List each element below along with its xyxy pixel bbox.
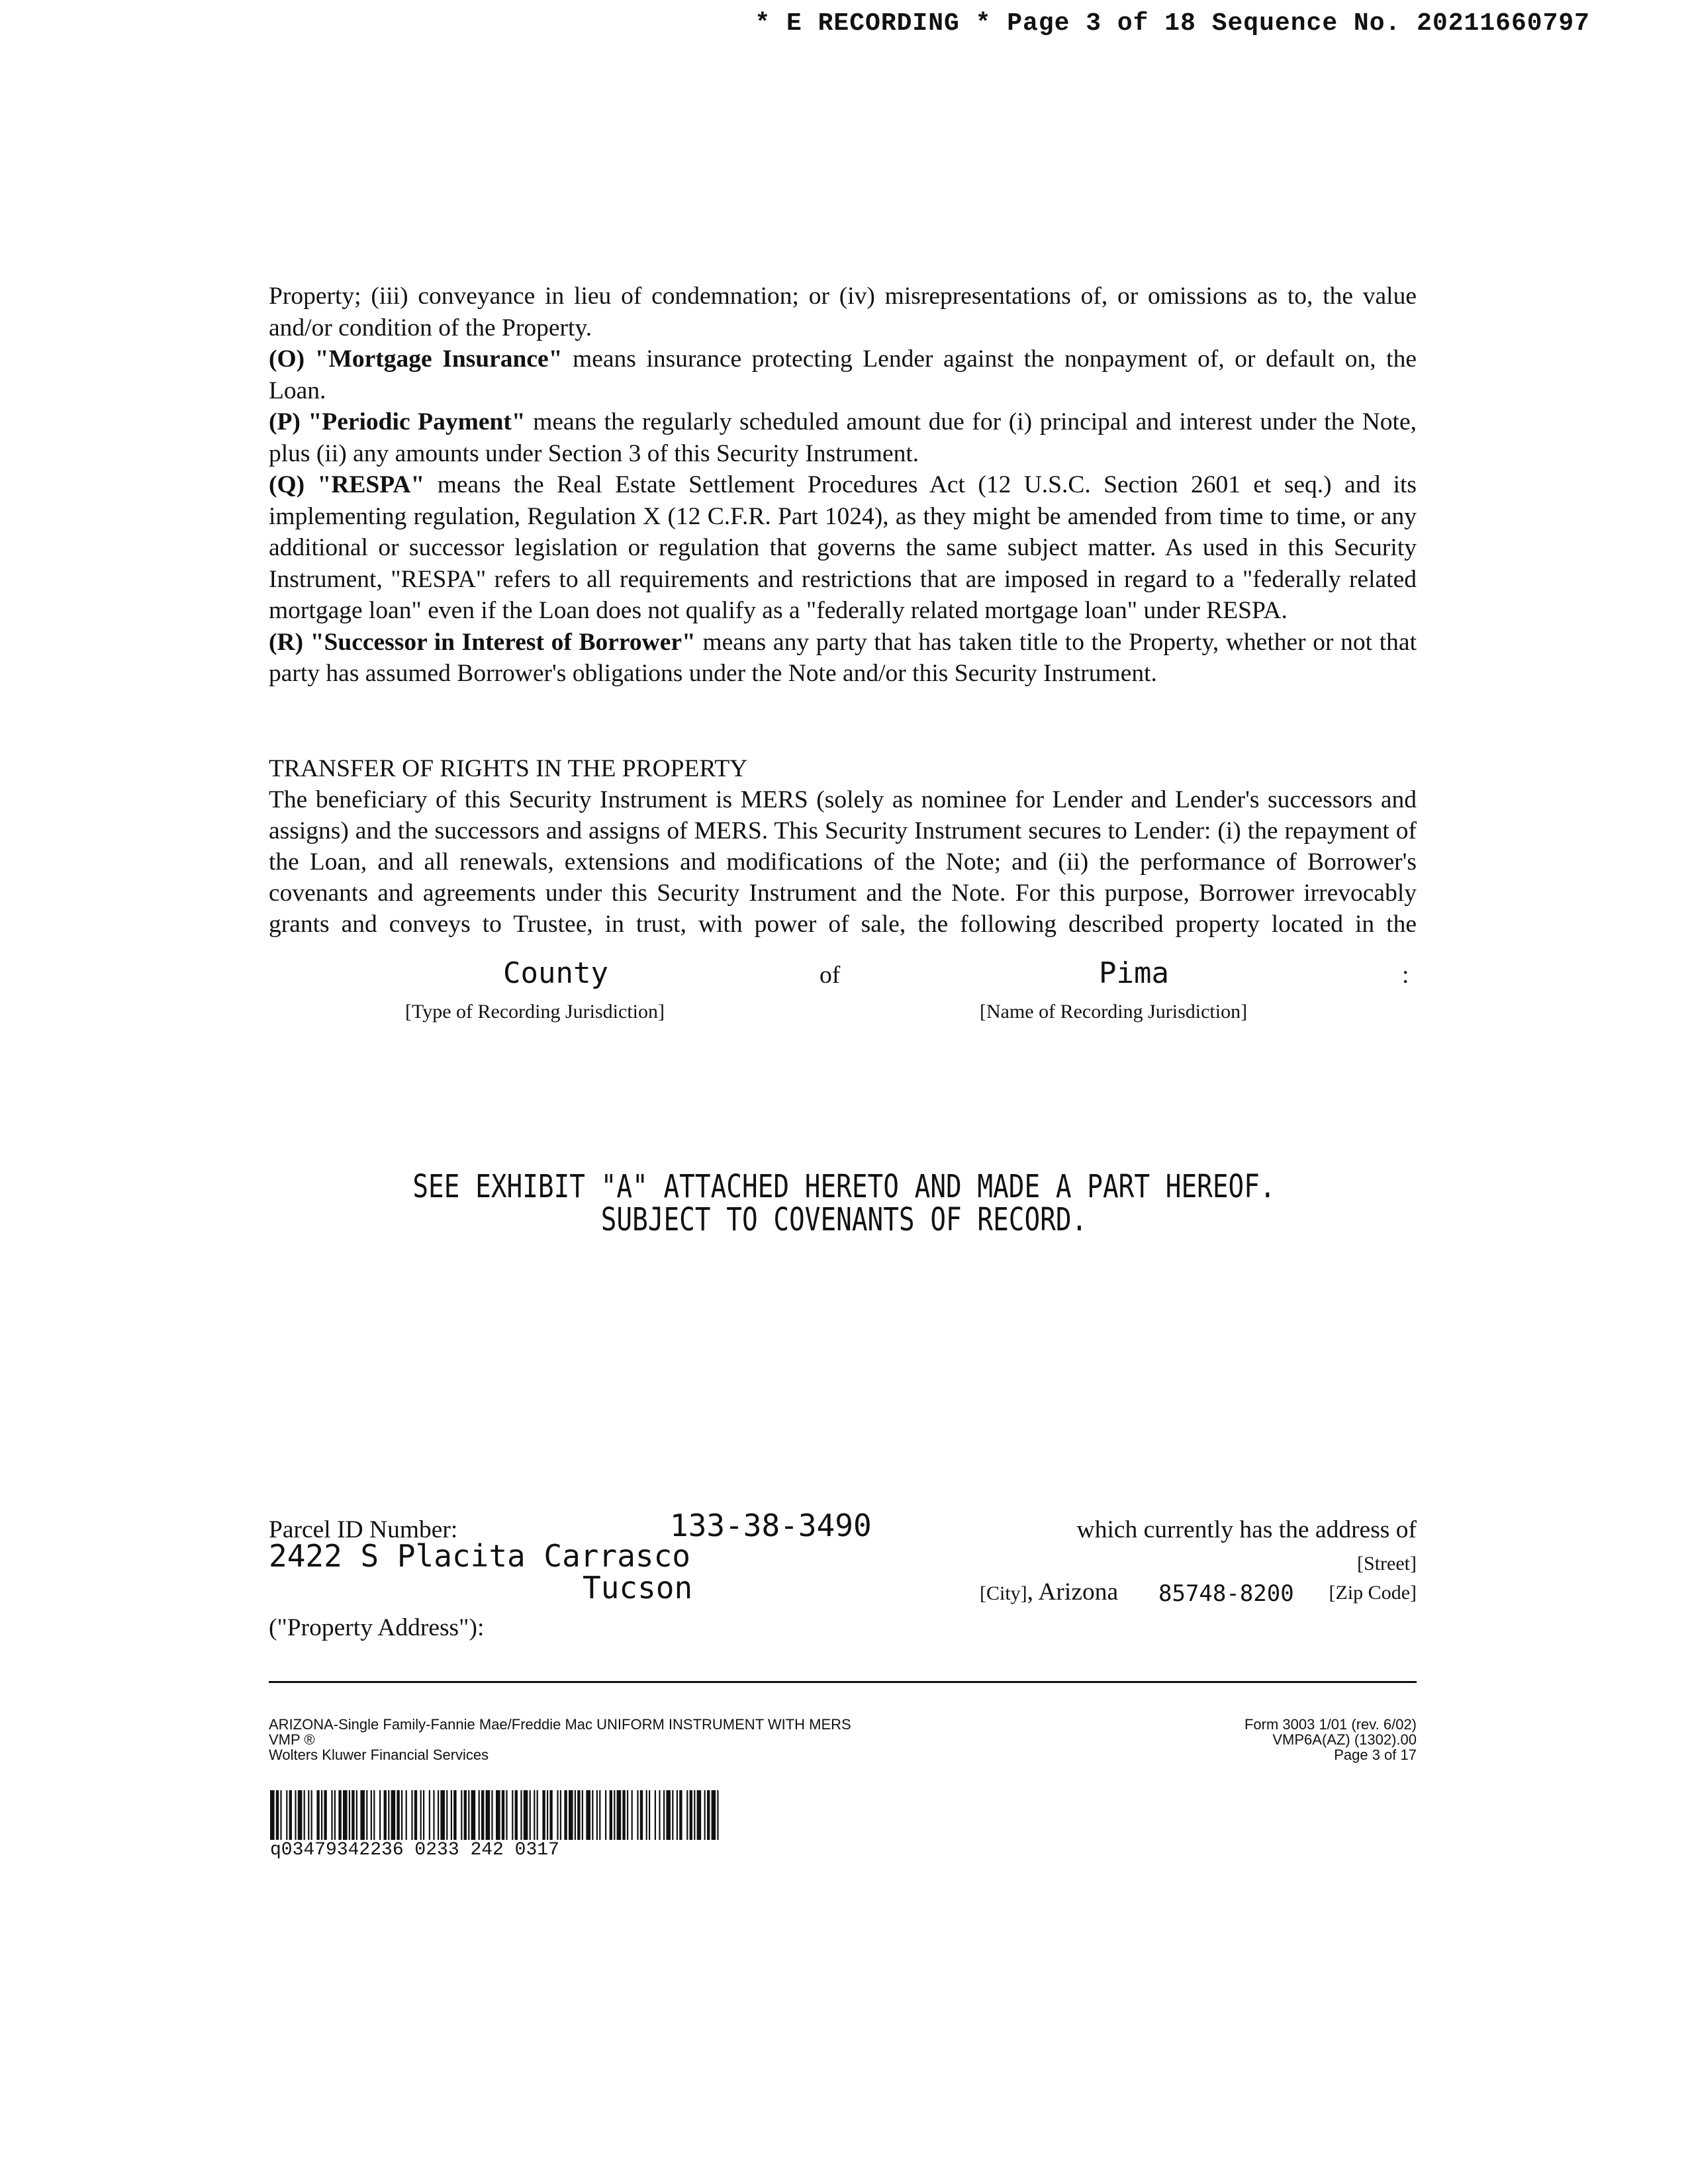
- barcode-bar: [308, 1790, 309, 1840]
- jurisdiction-of: of: [820, 962, 841, 989]
- barcode-bar: [360, 1790, 365, 1840]
- exhibit-line-1: SEE EXHIBIT "A" ATTACHED HERETO AND MADE A PART HEREOF.: [412, 1168, 1276, 1205]
- barcode-bar: [704, 1790, 706, 1840]
- barcode-bar: [524, 1790, 528, 1840]
- barcode-bar: [486, 1790, 491, 1840]
- barcode-bar: [666, 1790, 671, 1840]
- barcode-bar: [569, 1790, 573, 1840]
- form-code: VMP6A(AZ) (1302).00: [1272, 1731, 1417, 1748]
- definition-successor: [269, 627, 1417, 690]
- definition-term: (Q) "RESPA": [269, 471, 425, 498]
- barcode-bar: [515, 1790, 518, 1840]
- form-number-block: [1244, 1717, 1417, 1762]
- barcode-bar: [707, 1790, 710, 1840]
- barcode-bar: [379, 1790, 381, 1840]
- definitions-section: [269, 281, 1417, 690]
- street-address: 2422 S Placita Carrasco: [269, 1538, 690, 1574]
- barcode-bar: [286, 1790, 287, 1840]
- barcode-bar: [640, 1790, 643, 1840]
- publisher: Wolters Kluwer Financial Services: [269, 1747, 489, 1763]
- barcode-bar: [575, 1790, 576, 1840]
- recording-header: * E RECORDING * Page 3 of 18 Sequence No. 20211660797: [755, 9, 1590, 38]
- barcode-bar: [429, 1790, 430, 1840]
- barcode-bar: [577, 1790, 580, 1840]
- barcode-bar: [520, 1790, 522, 1840]
- parcel-id-number: 133-38-3490: [670, 1508, 872, 1543]
- barcode-bar: [557, 1790, 558, 1840]
- definition-respa: [269, 469, 1417, 627]
- barcode-bar: [592, 1790, 593, 1840]
- footer-divider: [269, 1681, 1417, 1683]
- barcode-bar: [697, 1790, 702, 1840]
- form-page: Page 3 of 17: [1334, 1747, 1417, 1763]
- barcode-bar: [649, 1790, 650, 1840]
- barcode-bar: [366, 1790, 367, 1840]
- zip-caption: [Zip Code]: [1329, 1582, 1417, 1604]
- barcode-bar: [659, 1790, 660, 1840]
- barcode-bar: [321, 1790, 322, 1840]
- state-value: , Arizona: [1027, 1578, 1119, 1606]
- form-title-block: [269, 1717, 851, 1762]
- barcode-bar: [605, 1790, 606, 1840]
- barcode-bar: [686, 1790, 688, 1840]
- barcode-bar: [298, 1790, 303, 1840]
- barcode-bar: [564, 1790, 567, 1840]
- barcode-bar: [586, 1790, 590, 1840]
- barcode-bar: [479, 1790, 480, 1840]
- barcode-bar: [655, 1790, 656, 1840]
- barcode-bar: [295, 1790, 296, 1840]
- jurisdiction-type-caption: [Type of Recording Jurisdiction]: [405, 1001, 665, 1023]
- barcode-bar: [672, 1790, 673, 1840]
- barcode-bar: [423, 1790, 424, 1840]
- barcode-bar: [406, 1790, 407, 1840]
- barcode-bar: [617, 1790, 622, 1840]
- city-state-line: [980, 1578, 1118, 1606]
- barcode-bar: [316, 1790, 319, 1840]
- barcode-bar: [401, 1790, 402, 1840]
- barcode-bar: [388, 1790, 389, 1840]
- barcode-bar: [461, 1790, 462, 1840]
- barcode-bar: [343, 1790, 348, 1840]
- barcode-bar: [453, 1790, 456, 1840]
- barcode-bar: [610, 1790, 612, 1840]
- barcode-bar: [280, 1790, 281, 1840]
- barcode-bar: [384, 1790, 387, 1840]
- definition-text: means insurance protecting Lender against the nonpayment of, or default on, the Loan.: [269, 345, 1417, 404]
- barcode-bar: [304, 1790, 305, 1840]
- barcode-bar: [420, 1790, 422, 1840]
- barcode-bar: [694, 1790, 695, 1840]
- barcode-bar: [270, 1790, 275, 1840]
- barcode-bar: [549, 1790, 552, 1840]
- barcode-bar: [646, 1790, 647, 1840]
- transfer-section: [269, 753, 1417, 940]
- barcode-bar: [596, 1790, 598, 1840]
- barcode-bar: [481, 1790, 484, 1840]
- barcode-bar: [502, 1790, 504, 1840]
- barcode-bar: [289, 1790, 292, 1840]
- barcode-bar: [276, 1790, 279, 1840]
- barcode-bar: [391, 1790, 396, 1840]
- barcode-bar: [627, 1790, 628, 1840]
- barcode-bar: [438, 1790, 439, 1840]
- address-intro: which currently has the address of: [1076, 1516, 1417, 1543]
- barcode-bar: [464, 1790, 467, 1840]
- barcode-bar: [373, 1790, 375, 1840]
- barcode-bar: [311, 1790, 312, 1840]
- barcode-bar: [371, 1790, 372, 1840]
- transfer-paragraph: The beneficiary of this Security Instrument is MERS (solely as nominee for Lender and Lender's successors and assigns) and the successors and assigns of MERS. This Security Instrument secures to Lender: (i) the repayment of the Loan, and all renewals, extensions and modifications of the Note; and (ii) the performance of Borrower's covenants and agreements under this Security Instrument and the Note. For this purpose, Borrower irrevocably grants and conveys to Trustee, in trust, with power of sale, the following described property located in the: [269, 786, 1417, 938]
- vmp-mark: VMP ®: [269, 1731, 315, 1748]
- barcode-bar: [637, 1790, 638, 1840]
- definition-term: (P) "Periodic Payment": [269, 408, 526, 435]
- definition-term: (O) "Mortgage Insurance": [269, 345, 563, 373]
- zip-value: 85748-8200: [1158, 1580, 1294, 1607]
- barcode-bar: [506, 1790, 507, 1840]
- street-caption: [Street]: [1357, 1553, 1417, 1574]
- barcode-bar: [433, 1790, 434, 1840]
- barcode-bar: [411, 1790, 412, 1840]
- barcode-bar: [491, 1790, 492, 1840]
- barcode-image: [270, 1790, 720, 1840]
- barcode-bar: [599, 1790, 600, 1840]
- barcode-bar: [712, 1790, 716, 1840]
- barcode-bar: [352, 1790, 354, 1840]
- barcode-bar: [334, 1790, 336, 1840]
- form-number: Form 3003 1/01 (rev. 6/02): [1244, 1716, 1417, 1733]
- barcode-bar: [677, 1790, 678, 1840]
- barcode-bar: [446, 1790, 447, 1840]
- barcode-bar: [690, 1790, 692, 1840]
- jurisdiction-name-caption: [Name of Recording Jurisdiction]: [980, 1001, 1248, 1023]
- barcode-bar: [468, 1790, 469, 1840]
- city-caption: [City]: [980, 1582, 1027, 1604]
- barcode-text: q03479342236 0233 242 0317: [270, 1840, 559, 1860]
- jurisdiction-type-value: County: [503, 956, 608, 990]
- barcode-bar: [331, 1790, 332, 1840]
- barcode-bar: [451, 1790, 452, 1840]
- barcode-bar: [414, 1790, 417, 1840]
- barcode-bar: [542, 1790, 545, 1840]
- barcode-bar: [496, 1790, 500, 1840]
- barcode-bar: [324, 1790, 326, 1840]
- barcode-bar: [614, 1790, 615, 1840]
- barcode-bar: [560, 1790, 561, 1840]
- barcode-bar: [717, 1790, 718, 1840]
- definition-term: (R) "Successor in Interest of Borrower": [269, 628, 696, 656]
- barcode-bar: [471, 1790, 476, 1840]
- transfer-heading: TRANSFER OF RIGHTS IN THE PROPERTY: [269, 755, 748, 782]
- jurisdiction-colon: :: [1402, 962, 1409, 989]
- barcode-bar: [512, 1790, 513, 1840]
- barcode-bar: [632, 1790, 633, 1840]
- exhibit-line-2: SUBJECT TO COVENANTS OF RECORD.: [600, 1201, 1088, 1238]
- city-value: Tucson: [583, 1570, 693, 1606]
- barcode-bar: [547, 1790, 548, 1840]
- barcode-bar: [537, 1790, 538, 1840]
- definition-text: means any party that has taken title to the Property, whether or not that party has assumed Borrower's obligations under the Note and/or this Security Instrument.: [269, 628, 1417, 687]
- definition-periodic-payment: [269, 406, 1417, 469]
- barcode-bar: [534, 1790, 535, 1840]
- barcode-bar: [582, 1790, 583, 1840]
- property-address-label: ("Property Address"):: [269, 1614, 485, 1641]
- definition-text: means the regularly scheduled amount due for (i) principal and interest under the Note, plus (ii) any amounts under Section 3 of this Security Instrument.: [269, 408, 1417, 467]
- barcode-bar: [663, 1790, 665, 1840]
- definition-text: means the Real Estate Settlement Procedures Act (12 U.S.C. Section 2601 et seq.) and its implementing regulation, Regulation X (12 C.F.R. Part 1024), as they might be amended from time to time, or any additional or successor legislation or regulation that governs the same subject matter. As used in this Security Instrument, "RESPA" refers to all requirements and restrictions that are imposed in regard to a "federally related mortgage loan" even if the Loan does not qualify as a "federally related mortgage loan" under RESPA.: [269, 471, 1417, 624]
- barcode-bar: [397, 1790, 399, 1840]
- form-title: ARIZONA-Single Family-Fannie Mae/Freddie Mac UNIFORM INSTRUMENT WITH MERS: [269, 1716, 851, 1733]
- barcode-bar: [622, 1790, 625, 1840]
- barcode-bar: [440, 1790, 445, 1840]
- barcode-bar: [349, 1790, 350, 1840]
- parcel-id-label: Parcel ID Number:: [269, 1516, 458, 1543]
- barcode-bar: [356, 1790, 357, 1840]
- barcode-bar: [679, 1790, 682, 1840]
- definition-continuation: Property; (iii) conveyance in lieu of condemnation; or (iv) misrepresentations of, or omissions as to, the value and/or condition of the Property.: [269, 283, 1417, 341]
- definition-mortgage-insurance: [269, 343, 1417, 406]
- exhibit-reference: [152, 1170, 1536, 1236]
- jurisdiction-name-value: Pima: [1099, 956, 1169, 990]
- barcode-bar: [530, 1790, 531, 1840]
- barcode-bar: [338, 1790, 341, 1840]
